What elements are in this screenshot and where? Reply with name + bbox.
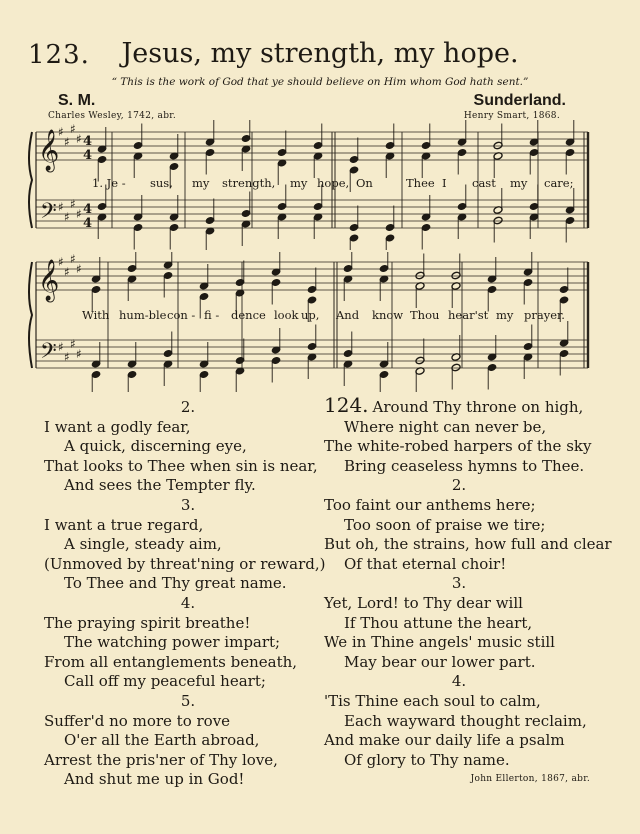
epigraph: “ This is the work of God that ye should believe on Him whom God hath sent.” (111, 76, 529, 88)
sharp-sign: ♯ (64, 210, 70, 224)
stanza-line: Too faint our anthems here; (324, 495, 536, 514)
stanza-line: That looks to Thee when sin is near, (44, 456, 318, 475)
bass-clef: 𝄢 (40, 339, 57, 369)
time-signature: 4 (83, 216, 93, 231)
stanza-line: Of that eternal choir! (344, 554, 507, 573)
bass-clef: 𝄢 (40, 199, 57, 229)
lyric-syllable: Thou (410, 308, 440, 322)
time-signature: 4 (83, 134, 93, 149)
lyric-syllable: Thee (406, 176, 435, 190)
stanza-line: And make our daily life a psalm (324, 731, 565, 750)
stanza-line: To Thee and Thy great name. (64, 574, 287, 593)
lyric-syllable: cast (472, 176, 496, 190)
stanza-line: And shut me up in God! (64, 770, 245, 789)
sharp-sign: ♯ (70, 337, 76, 351)
sharp-sign: ♯ (58, 125, 64, 139)
stanza-line: Around Thy throne on high, (372, 398, 584, 416)
hymn-124-column (324, 393, 612, 790)
stanza-number: 3. (451, 574, 467, 593)
lyric-syllable: I (442, 176, 447, 190)
stanza-line: Of glory to Thy name. (344, 750, 510, 769)
sharp-sign: ♯ (64, 135, 70, 149)
stanza-line: A quick, discerning eye, (64, 437, 247, 456)
stanza-line: Yet, Lord! to Thy dear will (324, 593, 523, 612)
stanza-number: 3. (180, 495, 196, 514)
stanza-line: Suffer'd no more to rove (44, 711, 231, 730)
stanza-line: Where night can never be, (344, 417, 547, 436)
system-brace (29, 262, 32, 368)
lyric-syllable: con - (167, 308, 196, 322)
lyric-syllable: sus, (150, 176, 173, 190)
stanza-number: 5. (180, 691, 196, 710)
stanza-line: Too soon of praise we tire; (344, 515, 546, 534)
lyric-syllable: And (336, 308, 360, 322)
sharp-sign: ♯ (70, 122, 76, 136)
tune-name: Sunderland. (473, 92, 566, 109)
stanza-line: Arrest the pris'ner of Thy love, (44, 750, 278, 769)
time-signature: 4 (83, 202, 93, 217)
sharp-sign: ♯ (76, 262, 82, 276)
stanza-line: Each wayward thought reclaim, (344, 711, 587, 730)
sharp-sign: ♯ (76, 132, 82, 146)
stanza-line: If Thou attune the heart, (344, 613, 533, 632)
stanza-number: 2. (451, 476, 467, 495)
lyric-syllable: hope, (317, 176, 350, 190)
lyric-syllable: know (372, 308, 404, 322)
treble-clef: 𝄞 (38, 260, 60, 301)
sharp-sign: ♯ (70, 197, 76, 211)
stanza-line: 'Tis Thine each soul to calm, (324, 691, 541, 710)
sharp-sign: ♯ (76, 207, 82, 221)
stanza-number: 4. (451, 672, 467, 691)
sharp-sign: ♯ (58, 200, 64, 214)
stanza-number: 4. (180, 593, 196, 612)
music-system-2 (0, 252, 640, 392)
composer-credit: Henry Smart, 1868. (463, 111, 560, 121)
stanza-line: And sees the Tempter fly. (64, 476, 256, 495)
sharp-sign: ♯ (70, 252, 76, 266)
hymn-124-number: 124. (324, 393, 369, 417)
lyric-syllable: With (82, 308, 110, 322)
sharp-sign: ♯ (64, 265, 70, 279)
lyric-syllable: hear'st (448, 308, 489, 322)
lyric-syllable: my (290, 176, 308, 190)
stanza-line: The watching power impart; (64, 633, 281, 652)
hymn-124-credit: John Ellerton, 1867, abr. (470, 774, 590, 785)
meter-label: S. M. (58, 92, 96, 109)
stanza-line: I want a true regard, (44, 515, 204, 534)
treble-clef: 𝄞 (38, 130, 60, 171)
system-brace (29, 132, 32, 228)
lyric-syllable: look (274, 308, 299, 322)
sharp-sign: ♯ (58, 340, 64, 354)
lyric-syllable: my (496, 308, 514, 322)
stanza-line: I want a godly fear, (44, 417, 191, 436)
hymn-title: Jesus, my strength, my hope. (121, 38, 519, 69)
stanza-line: The white-robed harpers of the sky (324, 437, 592, 456)
stanza-line: May bear our lower part. (344, 652, 536, 671)
lyric-syllable: hum-ble (119, 308, 167, 322)
stanza-line: (Unmoved by threat'ning or reward,) (44, 554, 326, 573)
lyric-syllable: On (356, 176, 373, 190)
hymn-124-stanzas (324, 417, 612, 771)
lyric-syllable: dence (231, 308, 266, 322)
stanza-line: We in Thine angels' music still (324, 633, 555, 652)
hymn-123-stanzas (44, 398, 332, 790)
sharp-sign: ♯ (64, 350, 70, 364)
lyric-syllable: my (192, 176, 210, 190)
stanza-line: From all entanglements beneath, (44, 652, 298, 671)
lyric-syllable: 1. Je - (92, 176, 126, 190)
stanza-line: A single, steady aim, (64, 535, 222, 554)
lyric-syllable: prayer. (524, 308, 565, 322)
lyric-syllable: care; (544, 176, 574, 190)
stanza-number: 2. (180, 398, 196, 416)
lyric-syllable: my (510, 176, 528, 190)
author-credit: Charles Wesley, 1742, abr. (48, 111, 177, 121)
stanza-line: Bring ceaseless hymns to Thee. (344, 456, 585, 475)
sharp-sign: ♯ (58, 255, 64, 269)
lyric-syllable: strength, (222, 176, 276, 190)
time-signature: 4 (83, 148, 93, 163)
sharp-sign: ♯ (76, 347, 82, 361)
stanza-line: But oh, the strains, how full and clear (324, 535, 612, 554)
stanza-line: Call off my peaceful heart; (64, 672, 266, 691)
hymn-number: 123. (28, 40, 90, 70)
lyric-syllable: fi - (204, 308, 220, 322)
stanza-line: The praying spirit breathe! (44, 613, 251, 632)
lyric-syllable: up, (301, 308, 320, 322)
stanza-line: O'er all the Earth abroad, (64, 731, 260, 750)
